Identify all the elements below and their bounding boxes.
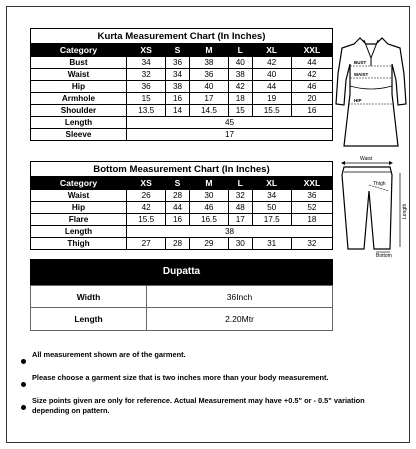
table-cell: 15 bbox=[229, 105, 252, 117]
table-cell: 19 bbox=[252, 93, 291, 105]
table-cell: 40 bbox=[229, 57, 252, 69]
table-cell: 14 bbox=[166, 105, 189, 117]
row-label: Length bbox=[31, 226, 127, 238]
table-cell: 42 bbox=[252, 57, 291, 69]
table-cell: 17.5 bbox=[252, 214, 291, 226]
table-cell: 42 bbox=[229, 81, 252, 93]
bust-label: BUST bbox=[354, 60, 367, 65]
row-label: Waist bbox=[31, 69, 127, 81]
table-cell: 30 bbox=[189, 190, 228, 202]
notes-list bbox=[20, 350, 400, 429]
kurta-chart-title: Kurta Measurement Chart (In Inches) bbox=[31, 29, 333, 44]
table-cell: 16 bbox=[166, 93, 189, 105]
list-item bbox=[20, 350, 400, 360]
table-header-row bbox=[31, 177, 333, 190]
table-cell: 46 bbox=[291, 81, 332, 93]
table-cell: 16 bbox=[291, 105, 332, 117]
row-label: Flare bbox=[31, 214, 127, 226]
kurta-measurement-table bbox=[30, 28, 333, 141]
note-text: All measurement shown are of the garment. bbox=[32, 350, 186, 359]
column-header: XL bbox=[252, 44, 291, 57]
table-row bbox=[31, 129, 333, 141]
row-label: Waist bbox=[31, 190, 127, 202]
table-row bbox=[31, 190, 333, 202]
bullet-icon bbox=[21, 382, 26, 387]
table-cell: 29 bbox=[189, 238, 228, 250]
column-header: L bbox=[229, 177, 252, 190]
table-cell: 17 bbox=[189, 93, 228, 105]
table-cell: 32 bbox=[291, 238, 332, 250]
column-header: XS bbox=[127, 177, 166, 190]
row-label: Sleeve bbox=[31, 129, 127, 141]
column-header: XS bbox=[127, 44, 166, 57]
table-cell: 38 bbox=[229, 69, 252, 81]
table-cell: 26 bbox=[127, 190, 166, 202]
table-cell: 28 bbox=[166, 190, 189, 202]
column-header: XXL bbox=[291, 44, 332, 57]
table-cell: 15 bbox=[127, 93, 166, 105]
table-cell: 14.5 bbox=[189, 105, 228, 117]
row-label: Armhole bbox=[31, 93, 127, 105]
length-label: Length bbox=[402, 203, 408, 219]
bottom-chart-title: Bottom Measurement Chart (In Inches) bbox=[31, 162, 333, 177]
table-row bbox=[31, 69, 333, 81]
table-row bbox=[31, 226, 333, 238]
table-cell: 36 bbox=[291, 190, 332, 202]
table-cell: 30 bbox=[229, 238, 252, 250]
dupatta-title: Dupatta bbox=[30, 259, 333, 285]
hip-label: HIP bbox=[354, 98, 362, 103]
row-label: Length bbox=[31, 117, 127, 129]
dupatta-table bbox=[30, 259, 333, 331]
table-cell: 36 bbox=[189, 69, 228, 81]
row-label: Bust bbox=[31, 57, 127, 69]
table-cell: 42 bbox=[127, 202, 166, 214]
table-cell: 18 bbox=[291, 214, 332, 226]
table-cell: 2.20Mtr bbox=[225, 314, 254, 324]
column-header: L bbox=[229, 44, 252, 57]
list-item bbox=[20, 373, 400, 383]
table-cell: 16 bbox=[166, 214, 189, 226]
table-row bbox=[31, 238, 333, 250]
pant-illustration bbox=[338, 155, 410, 259]
table-cell: 17 bbox=[127, 129, 333, 141]
table-row bbox=[31, 57, 333, 69]
table-cell: 50 bbox=[252, 202, 291, 214]
column-header: XL bbox=[252, 177, 291, 190]
row-label: Hip bbox=[31, 81, 127, 93]
row-label: Shoulder bbox=[31, 105, 127, 117]
table-cell: 27 bbox=[127, 238, 166, 250]
table-cell: 36 bbox=[127, 81, 166, 93]
column-header: M bbox=[189, 177, 228, 190]
table-cell: 45 bbox=[127, 117, 333, 129]
table-cell: 16.5 bbox=[189, 214, 228, 226]
table-header-row bbox=[31, 44, 333, 57]
thigh-label: Thigh bbox=[373, 181, 386, 187]
table-cell: 38 bbox=[166, 81, 189, 93]
note-text: Size points given are only for reference. Actual Measurement may have +0.5" or - 0.5" variation depending on pattern. bbox=[32, 396, 365, 415]
bottom-measurement-table bbox=[30, 161, 333, 250]
row-label: Hip bbox=[31, 202, 127, 214]
table-row bbox=[31, 81, 333, 93]
column-header: Category bbox=[31, 44, 127, 57]
column-header: XXL bbox=[291, 177, 332, 190]
row-label: Thigh bbox=[31, 238, 127, 250]
table-row bbox=[31, 117, 333, 129]
waist-label: WAIST bbox=[354, 72, 369, 77]
table-row bbox=[31, 202, 333, 214]
table-cell: 20 bbox=[291, 93, 332, 105]
table-row bbox=[31, 93, 333, 105]
table-cell: 34 bbox=[127, 57, 166, 69]
table-cell: 15.5 bbox=[127, 214, 166, 226]
bullet-icon bbox=[21, 359, 26, 364]
table-cell: 36 bbox=[166, 57, 189, 69]
table-cell: 34 bbox=[166, 69, 189, 81]
column-header: S bbox=[166, 44, 189, 57]
table-cell: 13.5 bbox=[127, 105, 166, 117]
table-row bbox=[31, 105, 333, 117]
table-cell: 44 bbox=[291, 57, 332, 69]
table-cell: 34 bbox=[252, 190, 291, 202]
table-cell: 46 bbox=[189, 202, 228, 214]
table-cell: 42 bbox=[291, 69, 332, 81]
table-cell: 28 bbox=[166, 238, 189, 250]
bottom-label: Bottom bbox=[376, 253, 392, 259]
table-cell: 38 bbox=[127, 226, 333, 238]
waist-label: Waist bbox=[360, 156, 373, 162]
table-cell: 36Inch bbox=[226, 292, 253, 302]
row-label: Length bbox=[31, 308, 147, 330]
column-header: Category bbox=[31, 177, 127, 190]
table-cell: 17 bbox=[229, 214, 252, 226]
table-cell: 31 bbox=[252, 238, 291, 250]
table-cell: 15.5 bbox=[252, 105, 291, 117]
table-cell: 18 bbox=[229, 93, 252, 105]
table-row bbox=[31, 214, 333, 226]
table-cell: 32 bbox=[229, 190, 252, 202]
table-row bbox=[30, 285, 333, 308]
table-cell: 32 bbox=[127, 69, 166, 81]
kurta-illustration bbox=[334, 34, 408, 152]
column-header: S bbox=[166, 177, 189, 190]
list-item bbox=[20, 396, 400, 416]
note-text: Please choose a garment size that is two inches more than your body measurement. bbox=[32, 373, 329, 382]
row-label: Width bbox=[31, 286, 147, 307]
column-header: M bbox=[189, 44, 228, 57]
table-cell: 40 bbox=[189, 81, 228, 93]
table-cell: 40 bbox=[252, 69, 291, 81]
table-cell: 44 bbox=[252, 81, 291, 93]
table-cell: 48 bbox=[229, 202, 252, 214]
table-cell: 44 bbox=[166, 202, 189, 214]
table-cell: 38 bbox=[189, 57, 228, 69]
table-cell: 52 bbox=[291, 202, 332, 214]
table-row bbox=[30, 308, 333, 331]
bullet-icon bbox=[21, 405, 26, 410]
